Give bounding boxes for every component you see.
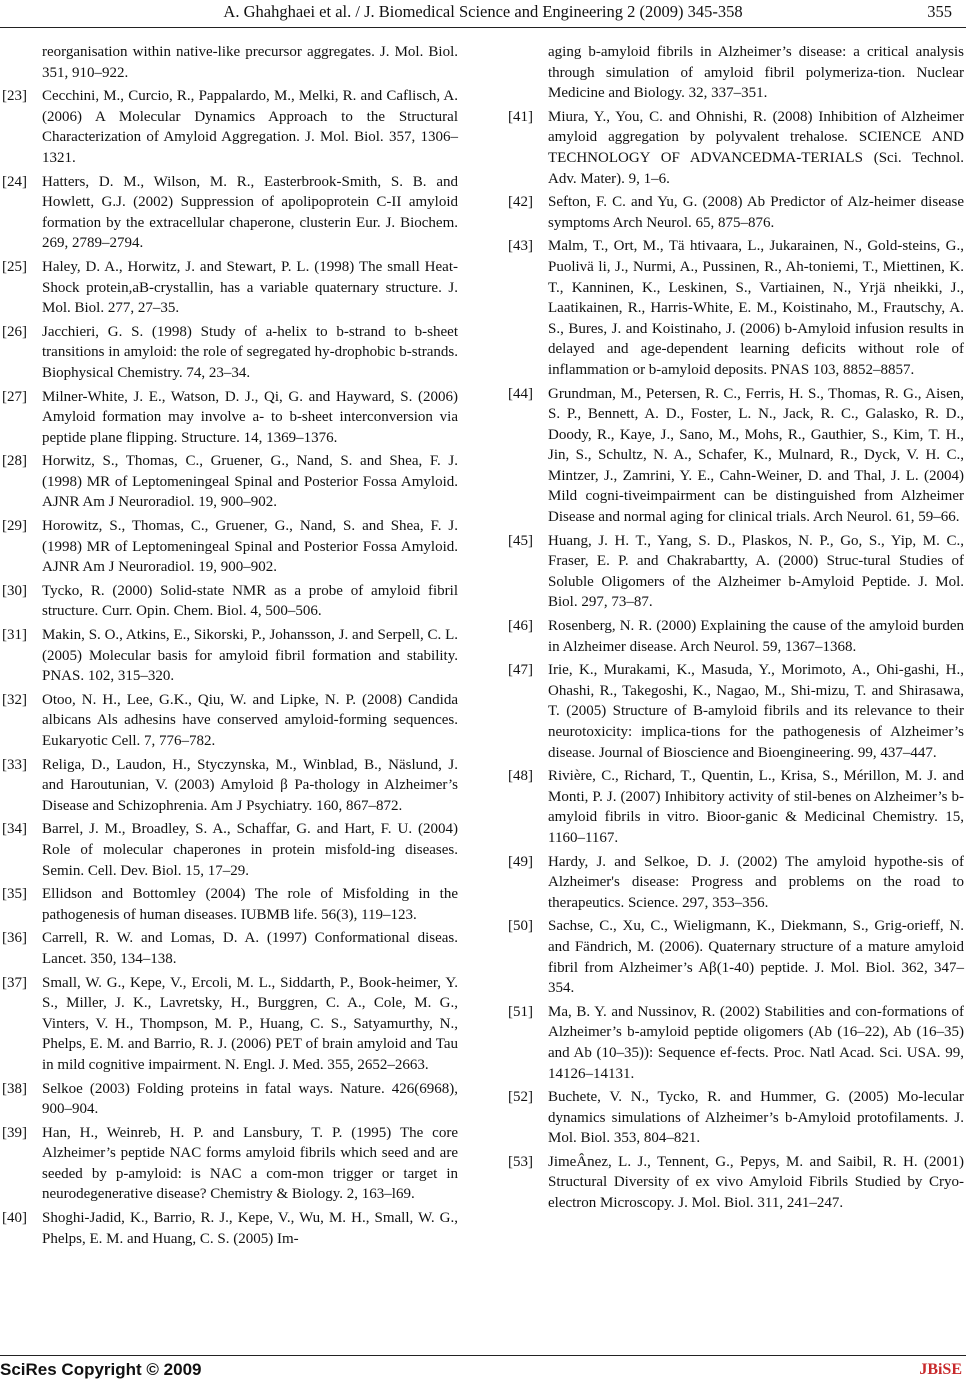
reference-number: [47]: [508, 662, 533, 679]
reference-number: [52]: [508, 1089, 533, 1106]
reference-number: [28]: [2, 453, 27, 470]
reference-number: [37]: [2, 974, 27, 991]
reference-entry: [508, 1152, 964, 1214]
reference-number: [32]: [2, 691, 27, 708]
reference-entry: [508, 660, 964, 763]
reference-number: [26]: [2, 323, 27, 340]
reference-text: Shoghi-Jadid, K., Barrio, R. J., Kepe, V., Wu, M. H., Small, W. G., Phelps, E. M. and Huang, C. S. (2005) Im-: [42, 1210, 458, 1247]
reference-number: [40]: [2, 1210, 27, 1227]
reference-entry: [508, 192, 964, 233]
reference-text: Selkoe (2003) Folding proteins in fatal ways. Nature. 426(6968), 900–904.: [42, 1080, 458, 1118]
reference-text: Sachse, C., Xu, C., Wieligmann, K., Diekmann, S., Grig-orieff, N. and Fändrich, M. (2006). Quaternary structure of a mature amyloid fibril from Alzheimer’s Aβ(1-40) peptide. J. Mol. Biol. 362, 347–354.: [548, 918, 964, 997]
footer-rule: [0, 1355, 966, 1356]
reference-entry: [2, 322, 458, 384]
reference-number: [35]: [2, 886, 27, 903]
reference-text: Malm, T., Ort, M., Tä htivaara, L., Jukarainen, N., Gold-steins, G., Puolivä li, J., Nurmi, A., Pussinen, R., Ah-toniemi, T., Miettinen, K. T., Kanninen, K., Leskinen, S., Vartiainen, N., Yrjä nheikki, J., Laatikainen, R., Harris-White, E. M., Koistinaho, M., Frautschy, A. S., Bures, J. and Koistinaho, J. (2006) b-Amyloid infusion results in delayed and age-dependent learning deficits without role of inflammation or b-amyloid deposits. PNAS 103, 8852–8857.: [548, 238, 964, 378]
reference-entry: [508, 1002, 964, 1084]
reference-text: aging b-amyloid fibrils in Alzheimer’s disease: a critical analysis through simulation of amyloid fibril polymeriza-tion. Nuclear Medicine and Biology. 32, 337–351.: [548, 44, 964, 102]
reference-number: [50]: [508, 918, 533, 935]
reference-number: [24]: [2, 173, 27, 190]
reference-continuation: [2, 42, 458, 83]
reference-text: Horwitz, S., Thomas, C., Gruener, G., Nand, S. and Shea, F. J. (1998) MR of Leptomeningeal Spinal and Posterior Fossa Amyloid. AJNR Am J Neuroradiol. 19, 900–902.: [42, 453, 458, 511]
reference-entry: [508, 616, 964, 657]
reference-text: JimeÂnez, L. J., Tennent, G., Pepys, M. and Saibil, R. H. (2001) Structural Diversity of ex vivo Amyloid Fibrils Studied by Cryo-electron Microscopy. J. Mol. Biol. 311, 241–247.: [548, 1153, 964, 1212]
reference-text: Haley, D. A., Horwitz, J. and Stewart, P. L. (1998) The small Heat-Shock protein,aB-crystallin, has a variable quaternary structure. J. Mol. Biol. 277, 27–35.: [42, 258, 458, 317]
journal-abbrev: JBiSE: [919, 1361, 962, 1378]
reference-entry: [508, 531, 964, 613]
reference-list-right: [508, 107, 964, 1214]
reference-number: [39]: [2, 1124, 27, 1141]
reference-text: Miura, Y., You, C. and Ohnishi, R. (2008) Inhibition of Alzheimer amyloid aggregation by polyvalent trehalose. SCIENCE AND TECHNOLOGY OF ADVANCEDMA-TERIALS (Sci. Technol. Adv. Mater). 9, 1–6.: [548, 108, 964, 187]
reference-entry: [2, 1208, 458, 1249]
reference-text: Small, W. G., Kepe, V., Ercoli, M. L., Siddarth, P., Book-heimer, Y. S., Miller, J. K., Lavretsky, H., Burggren, C. A., Cole, M. G., Vinters, V. H., Thompson, M. P., Huang, C. S., Satyamurthy, N., Phelps, E. M. and Barrio, R. J. (2006) PET of brain amyloid and Tau in mild cognitive impairment. N. Engl. J. Med. 355, 2652–2663.: [42, 974, 458, 1073]
reference-text: Grundman, M., Petersen, R. C., Ferris, H. S., Thomas, R. G., Aisen, S. P., Bennett, A. D., Foster, L. N., Jack, R. C., Galasko, R. D., Doody, R., Kaye, J., Sano, M., Mohs, R., Gauthier, S., Kim, T. H., Jin, S., Schultz, N. A., Schafer, K., Mulnard, R., Dyck, V. H. C., Mintzer, J., Zamrini, Y. E., Cahn-Weiner, D. and Thal, J. L. (2004) Mild cogni-tiveimpairment can be distinguished from Alzheimer Disease and normal aging for clinical trials. Arch Neurol. 61, 59–66.: [548, 385, 964, 526]
reference-text: Hardy, J. and Selkoe, D. J. (2002) The amyloid hypothe-sis of Alzheimer's disease: Progress and problems on the road to therapeutics. Science. 297, 353–356.: [548, 853, 964, 911]
reference-text: Carrell, R. W. and Lomas, D. A. (1997) Conformational diseas. Lancet. 350, 134–138.: [42, 930, 458, 967]
reference-number: [29]: [2, 518, 27, 535]
reference-entry: [2, 884, 458, 925]
reference-entry: [2, 973, 458, 1076]
reference-number: [46]: [508, 618, 533, 635]
reference-number: [34]: [2, 821, 27, 838]
reference-entry: [2, 1123, 458, 1205]
reference-text: reorganisation within native-like precursor aggregates. J. Mol. Biol. 351, 910–922.: [42, 44, 458, 81]
reference-entry: [508, 852, 964, 914]
left-column: [2, 42, 458, 1252]
reference-entry: [508, 1087, 964, 1149]
reference-number: [45]: [508, 532, 533, 549]
reference-entry: [2, 690, 458, 752]
reference-entry: [2, 581, 458, 622]
reference-text: Hatters, D. M., Wilson, M. R., Easterbrook-Smith, S. B. and Howlett, G.J. (2002) Suppression of apolipoprotein C-II amyloid formation by the extracellular chaperone, clusterin Eur. J. Biochem. 269, 2789–2794.: [42, 173, 458, 252]
reference-text: Jacchieri, G. S. (1998) Study of a-helix to b-strand to b-sheet transitions in amyloid: the role of segregated hy-drophobic b-strands. Biophysical Chemistry. 74, 23–34.: [42, 323, 458, 381]
reference-text: Huang, J. H. T., Yang, S. D., Plaskos, N. P., Go, S., Yip, M. C., Fraser, E. P. and Chakrabartty, A. (2000) Struc-tural Studies of Soluble Oligomers of the Alzheimer b-Amyloid Peptide. J. Mol. Biol. 297, 73–87.: [548, 532, 964, 611]
reference-text: Cecchini, M., Curcio, R., Pappalardo, M., Melki, R. and Caflisch, A. (2006) A Molecular Dynamics Approach to the Structural Characterization of Amyloid Aggregation. J. Mol. Biol. 357, 1306–1321.: [42, 88, 458, 166]
copyright-notice: SciRes Copyright © 2009: [0, 1360, 202, 1379]
reference-number: [49]: [508, 853, 533, 870]
reference-text: Rivière, C., Richard, T., Quentin, L., Krisa, S., Mérillon, M. J. and Monti, P. J. (2007) Inhibitory activity of stil-benes on Alzheimer’s b-amyloid fibrils in vitro. Bioor-ganic & Medicinal Chemistry. 15, 1160–1167.: [548, 768, 964, 846]
reference-number: [53]: [508, 1153, 533, 1170]
reference-number: [51]: [508, 1003, 533, 1020]
reference-entry: [2, 928, 458, 969]
reference-entry: [508, 107, 964, 189]
reference-text: Ma, B. Y. and Nussinov, R. (2002) Stabilities and con-formations of Alzheimer’s b-amyloid peptide oligomers (Ab (16–22), Ab (16–35) and Ab (10–35)): Sequence ef-fects. Proc. Natl Acad. Sci. USA. 99, 14126–14131.: [548, 1003, 964, 1082]
reference-entry: [2, 625, 458, 687]
reference-entry: [508, 236, 964, 380]
reference-number: [31]: [2, 627, 27, 644]
reference-text: Religa, D., Laudon, H., Styczynska, M., Winblad, B., Näslund, J. and Haroutunian, V. (2003) Amyloid β Pa-thology in Alzheimer’s Disease and Schizophrenia. Am J Psychiatry. 160, 867–872.: [42, 756, 458, 814]
reference-number: [36]: [2, 930, 27, 947]
reference-entry: [508, 384, 964, 528]
reference-number: [38]: [2, 1080, 27, 1097]
header-rule: [0, 27, 966, 28]
reference-continuation: [508, 42, 964, 104]
reference-text: Buchete, V. N., Tycko, R. and Hummer, G. (2005) Mo-lecular dynamics simulations of Alzheimer’s b-Amyloid protofilaments. J. Mol. Biol. 353, 804–821.: [548, 1089, 964, 1147]
reference-text: Makin, S. O., Atkins, E., Sikorski, P., Johansson, J. and Serpell, C. L. (2005) Molecular basis for amyloid fibril formation and stability. PNAS. 102, 315–320.: [42, 627, 458, 685]
reference-entry: [2, 819, 458, 881]
running-head: A. Ghahghaei et al. / J. Biomedical Science and Engineering 2 (2009) 345-358: [223, 2, 743, 21]
reference-number: [27]: [2, 388, 27, 405]
reference-number: [48]: [508, 768, 533, 785]
right-column: [508, 42, 964, 1217]
reference-text: Ellidson and Bottomley (2004) The role of Misfolding in the pathogenesis of human diseases. IUBMB life. 56(3), 119–123.: [42, 886, 458, 923]
reference-text: Irie, K., Murakami, K., Masuda, Y., Morimoto, A., Ohi-gashi, H., Ohashi, R., Takegoshi, K., Nagao, M., Shi-mizu, T. and Shirasawa, T. (2005) Structure of B-amyloid fibrils and its relevance to their neurotoxicity: implica-tions for the pathogenesis of Alzheimer’s disease. Journal of Bioscience and Bioengineering. 99, 437–447.: [548, 662, 964, 761]
reference-entry: [2, 387, 458, 449]
reference-text: Sefton, F. C. and Yu, G. (2008) Ab Predictor of Alz-heimer disease symptoms Arch Neurol. 65, 875–876.: [548, 194, 964, 231]
reference-number: [30]: [2, 582, 27, 599]
reference-entry: [2, 516, 458, 578]
reference-text: Barrel, J. M., Broadley, S. A., Schaffar, G. and Hart, F. U. (2004) Role of molecular chaperones in protein misfold-ing diseases. Semin. Cell. Dev. Biol. 15, 17–29.: [42, 821, 458, 879]
reference-entry: [508, 916, 964, 998]
reference-text: Otoo, N. H., Lee, G.K., Qiu, W. and Lipke, N. P. (2008) Candida albicans Als adhesins have conserved amyloid-forming sequences. Eukaryotic Cell. 7, 776–782.: [42, 691, 458, 749]
reference-number: [43]: [508, 238, 533, 255]
reference-entry: [2, 451, 458, 513]
reference-number: [25]: [2, 258, 27, 275]
reference-number: [42]: [508, 194, 533, 211]
reference-number: [23]: [2, 88, 27, 105]
reference-entry: [2, 172, 458, 254]
reference-text: Rosenberg, N. R. (2000) Explaining the cause of the amyloid burden in Alzheimer disease. Arch Neurol. 59, 1367–1368.: [548, 618, 964, 655]
reference-entry: [2, 1079, 458, 1120]
reference-number: [41]: [508, 108, 533, 125]
reference-entry: [508, 766, 964, 848]
reference-number: [44]: [508, 385, 533, 402]
reference-entry: [2, 257, 458, 319]
reference-list-left: [2, 86, 458, 1249]
reference-text: Horowitz, S., Thomas, C., Gruener, G., Nand, S. and Shea, F. J. (1998) MR of Leptomeningeal Spinal and Posterior Fossa Amyloid. AJNR Am J Neuroradiol. 19, 900–902.: [42, 518, 458, 576]
running-header: [0, 2, 966, 28]
page-number: 355: [927, 2, 952, 21]
reference-text: Han, H., Weinreb, H. P. and Lansbury, T. P. (1995) The core Alzheimer’s peptide NAC forms amyloid fibrils which seed and are seeded by p-amyloid: is NAC a com-mon trigger or target in neurodegenerative disease? Chemistry & Biology. 2, 163–l69.: [42, 1124, 458, 1203]
reference-entry: [2, 86, 458, 168]
reference-number: [33]: [2, 756, 27, 773]
reference-text: Milner-White, J. E., Watson, D. J., Qi, G. and Hayward, S. (2006) Amyloid formation may involve a- to b-sheet interconversion via peptide plane flipping. Structure. 14, 1369–1376.: [42, 388, 458, 446]
reference-text: Tycko, R. (2000) Solid-state NMR as a probe of amyloid fibril structure. Curr. Opin. Chem. Biol. 4, 500–506.: [42, 582, 458, 620]
reference-entry: [2, 755, 458, 817]
